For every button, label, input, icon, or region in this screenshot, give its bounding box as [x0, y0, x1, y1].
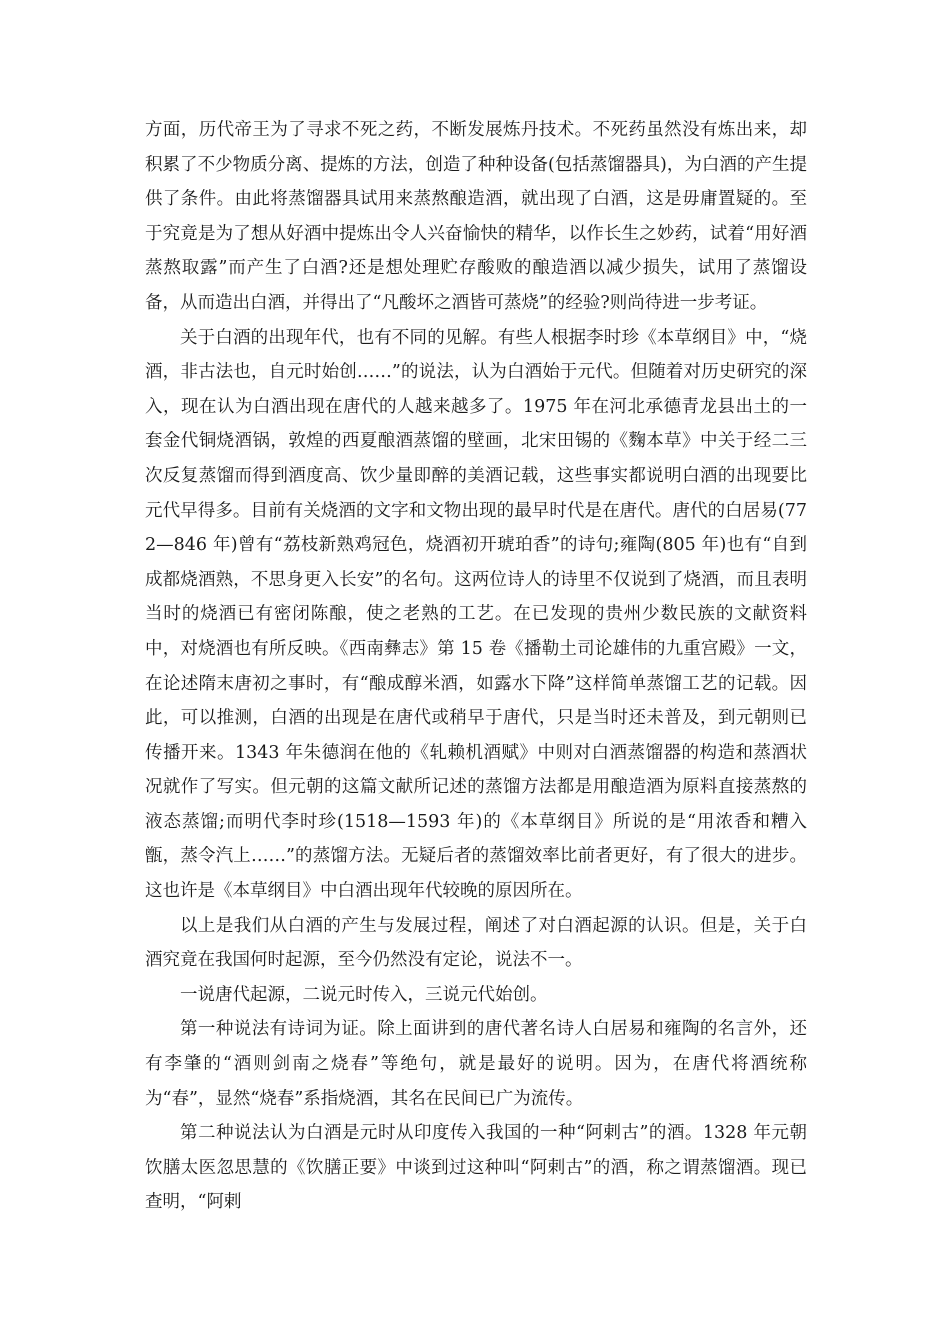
document-body [145, 113, 807, 1220]
paragraph: 以上是我们从白酒的产生与发展过程，阐述了对白酒起源的认识。但是，关于白酒究竟在我国何时起源，至今仍然没有定论，说法不一。 [145, 915, 807, 971]
paragraph: 第一种说法有诗词为证。除上面讲到的唐代著名诗人白居易和雍陶的名言外，还有李肇的“酒则剑南之烧春”等绝句，就是最好的说明。因为，在唐代将酒统称为“春”，显然“烧春”系指烧酒，其名在民间已广为流传。 [145, 1019, 807, 1109]
paragraph: 一说唐代起源，二说元时传入，三说元代始创。 [180, 984, 548, 1005]
paragraph: 关于白酒的出现年代，也有不同的见解。有些人根据李时珍《本草纲目》中，“烧酒，非古法也，自元时始创……”的说法，认为白酒始于元代。但随着对历史研究的深入，现在认为白酒出现在唐代的人越来越多了。1975 年在河北承德青龙县出土的一套金代铜烧酒锅，敦煌的西夏酿酒蒸馏的壁画，北宋田锡的《麴本草》中关于经二三次反复蒸馏而得到酒度高、饮少量即醉的美酒记载，这些事实都说明白酒的出现要比元代早得多。目前有关烧酒的文字和文物出现的最早时代是在唐代。唐代的白居易(772—846 年)曾有“荔枝新熟鸡冠色，烧酒初开琥珀香”的诗句;雍陶(805 年)也有“自到成都烧酒熟，不思身更入长安”的名句。这两位诗人的诗里不仅说到了烧酒，而且表明当时的烧酒已有密闭陈酿，使之老熟的工艺。在已发现的贵州少数民族的文献资料中，对烧酒也有所反映。《西南彝志》第 15 卷《播勒土司论雄伟的九重宫殿》一文，在论述隋末唐初之事时，有“酿成醇米酒，如露水下降”这样简单蒸馏工艺的记载。因此，可以推测，白酒的出现是在唐代或稍早于唐代，只是当时还未普及，到元朝则已传播开来。1343 年朱德润在他的《轧赖机酒赋》中则对白酒蒸馏器的构造和蒸酒状况就作了写实。但元朝的这篇文献所记述的蒸馏方法都是用酿造酒为原料直接蒸熬的液态蒸馏;而明代李时珍(1518—1593 年)的《本草纲目》所说的是“用浓香和糟入甑，蒸令汽上……”的蒸馏方法。无疑后者的蒸馏效率比前者更好，有了很大的进步。这也许是《本草纲目》中白酒出现年代较晚的原因所在。 [145, 327, 807, 902]
paragraph: 方面，历代帝王为了寻求不死之药，不断发展炼丹技术。不死药虽然没有炼出来，却积累了不少物质分离、提炼的方法，创造了种种设备(包括蒸馏器具)，为白酒的产生提供了条件。由此将蒸馏器具试用来蒸熬酿造酒，就出现了白酒，这是毋庸置疑的。至于究竟是为了想从好酒中提炼出令人兴奋愉快的精华，以作长生之妙药，试着“用好酒蒸熬取露”而产生了白酒?还是想处理贮存酸败的酿造酒以减少损失，试用了蒸馏设备，从而造出白酒，并得出了“凡酸坏之酒皆可蒸烧”的经验?则尚待进一步考证。 [145, 120, 807, 313]
paragraph: 第二种说法认为白酒是元时从印度传入我国的一种“阿剌古”的酒。1328 年元朝饮膳太医忽思慧的《饮膳正要》中谈到过这种叫“阿剌古”的酒，称之谓蒸馏酒。现已查明，“阿剌 [145, 1123, 807, 1213]
